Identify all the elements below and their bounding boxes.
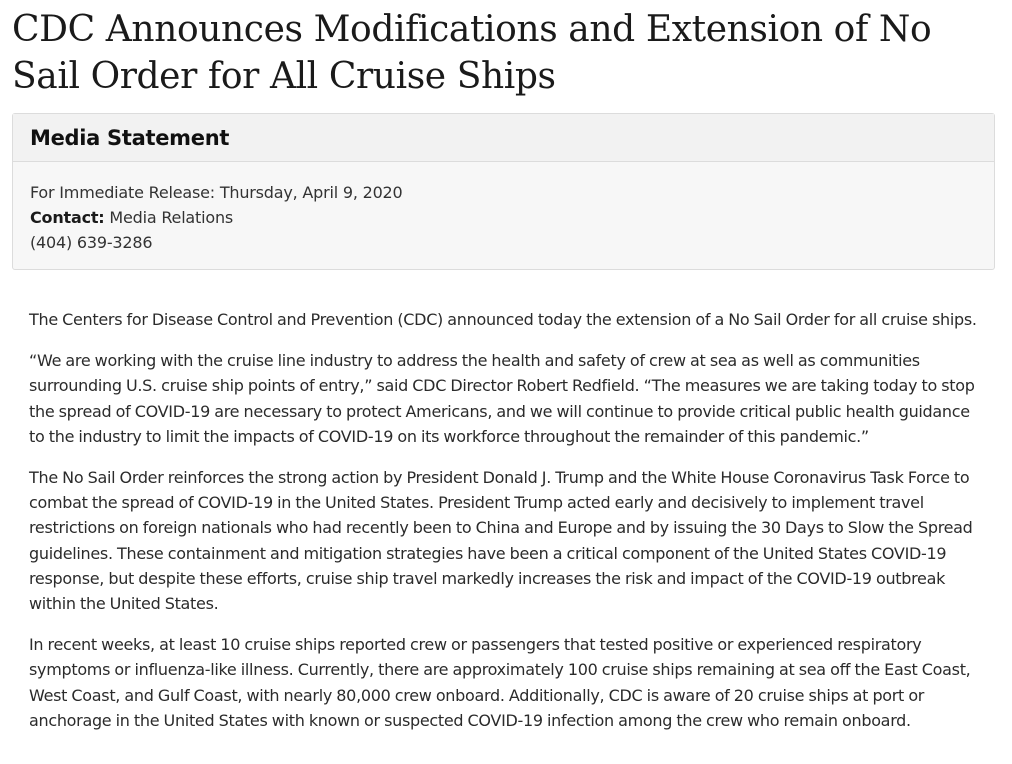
release-line: For Immediate Release: Thursday, April 9, 2020 (30, 183, 403, 202)
body-paragraph: “We are working with the cruise line industry to address the health and safety of crew at sea as well as communities surrounding U.S. cruise ship points of entry,” said CDC Director Robert Redfield. “The measures we are taking today to stop the spread of COVID-19 are necessary to protect Americans, and we will continue to provide critical public health guidance to the industry to limit the impacts of COVID-19 on its workforce throughout the remainder of this pandemic.” (29, 351, 975, 446)
media-statement-card (12, 113, 995, 270)
media-statement-body (13, 162, 994, 255)
contact-label: Contact: (30, 208, 105, 227)
contact-line (30, 205, 994, 230)
page-title: CDC Announces Modifications and Extension of No Sail Order for All Cruise Ships (12, 9, 932, 97)
contact-value: Media Relations (109, 208, 234, 227)
body-paragraph: The Centers for Disease Control and Prevention (CDC) announced today the extension of a No Sail Order for all cruise ships. (29, 310, 977, 329)
media-statement-heading: Media Statement (30, 126, 230, 150)
media-statement-header (13, 114, 994, 162)
contact-phone: (404) 639-3286 (30, 233, 153, 252)
article-body (29, 307, 989, 749)
body-paragraph: The No Sail Order reinforces the strong action by President Donald J. Trump and the White House Coronavirus Task Force to combat the spread of COVID-19 in the United States. President Trump acted early and decisively to implement travel restrictions on foreign nationals who had recently been to China and Europe and by issuing the 30 Days to Slow the Spread guidelines. These containment and mitigation strategies have been a critical component of the United States COVID-19 response, but despite these efforts, cruise ship travel markedly increases the risk and impact of the COVID-19 outbreak within the United States. (29, 468, 973, 614)
body-paragraph: In recent weeks, at least 10 cruise ships reported crew or passengers that tested positive or experienced respiratory symptoms or influenza-like illness. Currently, there are approximately 100 cruise ships remaining at sea off the East Coast, West Coast, and Gulf Coast, with nearly 80,000 crew onboard. Additionally, CDC is aware of 20 cruise ships at port or anchorage in the United States with known or suspected COVID-19 infection among the crew who remain onboard. (29, 635, 971, 730)
